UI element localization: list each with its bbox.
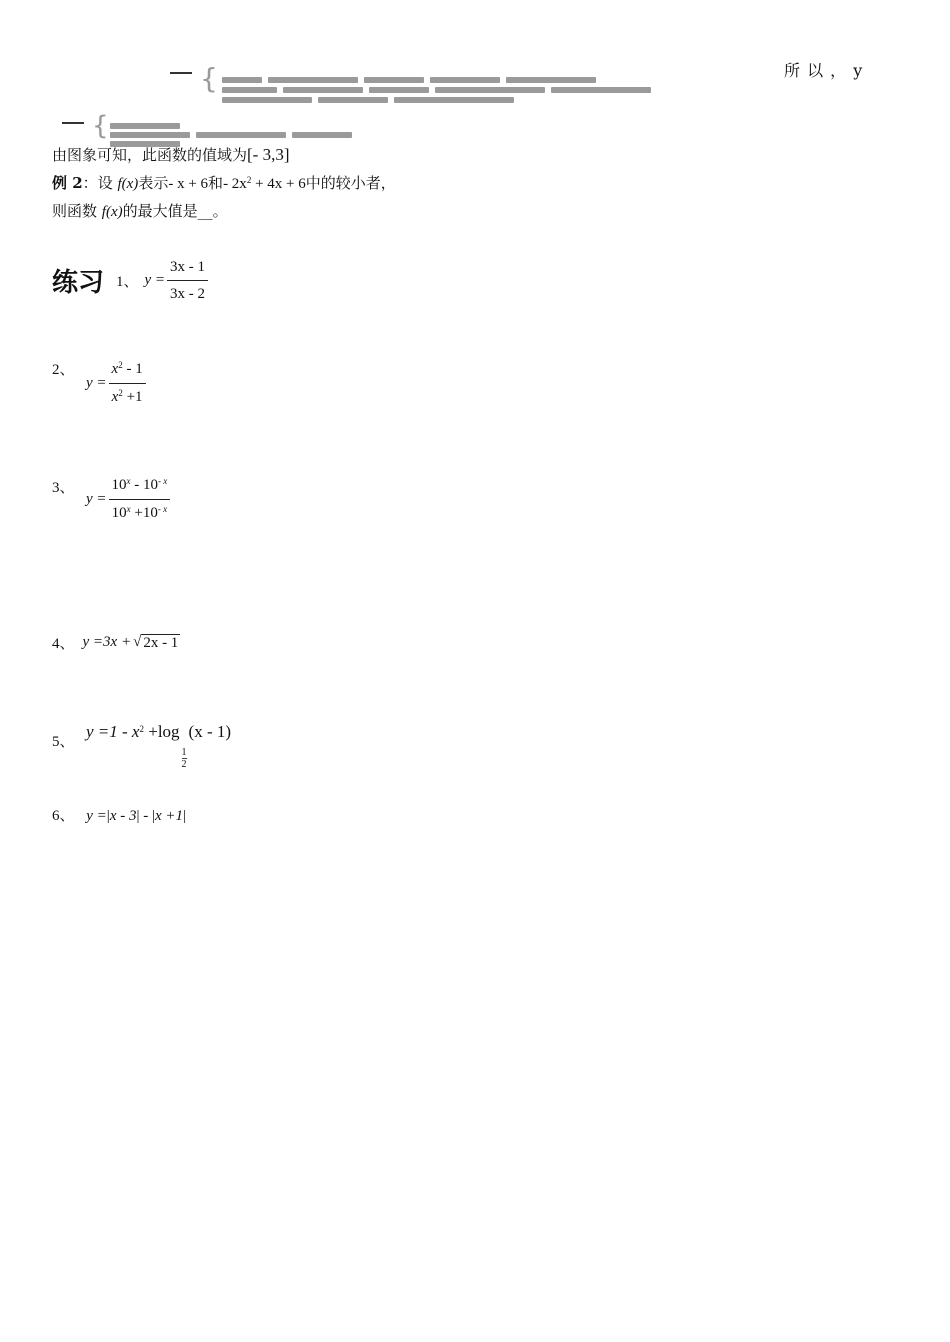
- sqrt-sign: √: [133, 634, 142, 650]
- practice-item-6: 6、 y =|x - 3| - |x +1|: [52, 808, 187, 824]
- practice-item-5-formula: [86, 722, 231, 770]
- garbled-formula-2: {: [62, 112, 422, 142]
- numerator: $x^2 - 1$: [109, 358, 146, 384]
- example-2-text-d: 中的较小者，: [305, 174, 396, 192]
- example-2-end: 。: [212, 202, 228, 220]
- practice-item-2: [52, 358, 75, 379]
- minus-sign: -: [139, 808, 152, 824]
- practice-item-4: [52, 632, 180, 653]
- item-index: 5、: [52, 734, 75, 750]
- example-2-line-1: [52, 172, 396, 193]
- practice-item-3-formula: [86, 474, 172, 525]
- fraction: [109, 358, 146, 409]
- log-argument: (x - 1): [188, 722, 232, 741]
- range-statement: [52, 144, 290, 165]
- fraction: [109, 474, 171, 525]
- denominator: 3x - 2: [170, 286, 206, 302]
- fx-symbol-2: f(x): [101, 204, 123, 220]
- item-index: 3、: [52, 480, 75, 496]
- numerator: 3x - 1: [167, 256, 208, 281]
- example-2-colon: ：: [82, 174, 98, 192]
- exponent: 2: [139, 724, 144, 734]
- range-statement-text: 由图象可知，此函数的值域为: [52, 146, 248, 164]
- sqrt-radicand: 2x - 1: [143, 634, 179, 651]
- answer-blank: __: [197, 202, 213, 220]
- garbled-formula-1: {: [170, 64, 730, 98]
- practice-item-3: [52, 476, 75, 497]
- header-right-text: 所 以 ， y: [784, 61, 864, 80]
- fraction: [167, 256, 208, 305]
- example-2-text-a: 设: [97, 174, 113, 192]
- item-index: 2、: [52, 362, 75, 378]
- log-symbol: +log: [143, 722, 180, 741]
- item-index: 1、: [116, 274, 139, 290]
- item-index: 6、: [52, 808, 75, 824]
- abs-term-1: x - 3: [109, 808, 137, 824]
- item-index: 4、: [52, 636, 75, 652]
- expr-1: - x + 6: [168, 176, 209, 192]
- practice-title: 练习: [52, 268, 105, 298]
- example-2-line-2: [52, 200, 228, 221]
- practice-item-5: [52, 730, 75, 751]
- example-2-label: 例 2: [52, 174, 83, 192]
- practice-item-1: [116, 256, 210, 305]
- example-2-text-e: 则函数: [52, 202, 98, 220]
- item-lhs: y =: [86, 491, 107, 507]
- item-lhs: y =: [144, 272, 166, 288]
- fx-symbol: f(x): [117, 176, 139, 192]
- abs-term-2: x +1: [155, 808, 184, 824]
- example-2-text-b: 表示: [138, 174, 169, 192]
- item-lhs: y =3x +: [82, 634, 132, 650]
- item-lhs: y =1 - x: [86, 722, 140, 741]
- range-value: [- 3,3]: [247, 145, 290, 164]
- denominator: $10^x +10^{- x}$: [111, 504, 168, 521]
- item-lhs: y =: [86, 808, 107, 824]
- example-2-text-c: 和: [208, 174, 224, 192]
- denominator: $x^2 +1$: [111, 388, 143, 405]
- log-base: $\frac{1}{2}$: [181, 747, 187, 770]
- practice-item-2-formula: [86, 358, 148, 409]
- example-2-text-f: 的最大值是: [122, 202, 198, 220]
- item-lhs: y =: [86, 375, 107, 391]
- expr-2: - $2x^2 + 4x + 6$: [223, 175, 306, 192]
- numerator: $10^x - 10^{- x}$: [109, 474, 171, 500]
